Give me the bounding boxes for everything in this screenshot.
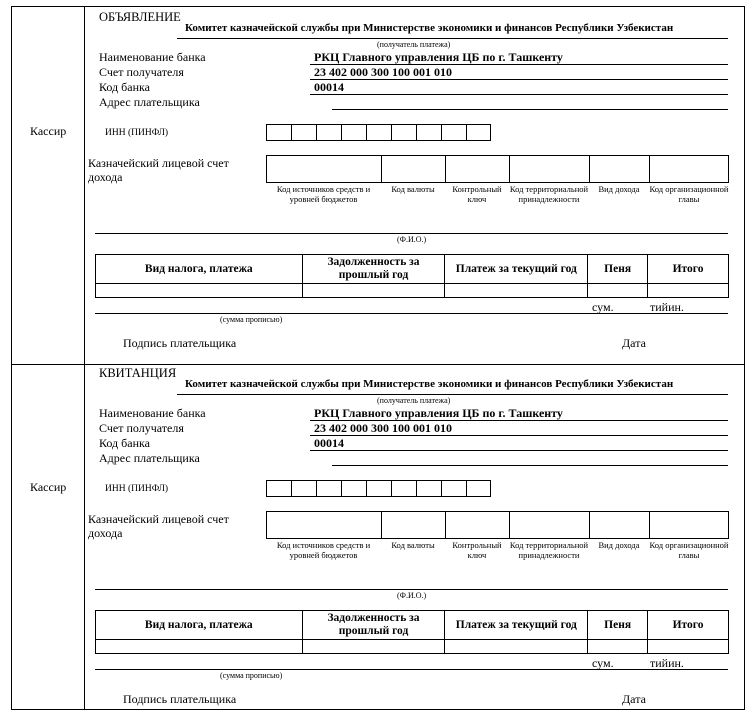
tax-table	[95, 610, 729, 654]
inn-cell[interactable]	[341, 480, 366, 497]
payer-address-line[interactable]	[332, 465, 728, 466]
treasury-account-boxes[interactable]	[266, 155, 729, 183]
account-code-label: Код организационной главы	[649, 540, 729, 560]
sum-label: сум.	[592, 656, 614, 670]
amount-words-caption: (сумма прописью)	[220, 315, 283, 324]
inn-cell[interactable]	[291, 124, 316, 141]
bank-code-label: Код банка	[99, 80, 150, 94]
inn-cell[interactable]	[441, 480, 466, 497]
form-frame	[11, 6, 745, 710]
account-code-label: Код организационной главы	[649, 184, 729, 204]
recipient-caption: (получатель платежа)	[377, 396, 451, 405]
current-payment-header: Платеж за текущий год	[445, 611, 588, 640]
date-label: Дата	[622, 336, 646, 350]
account-box[interactable]	[649, 155, 729, 183]
cashier-column-divider	[84, 6, 85, 710]
inn-cell[interactable]	[266, 480, 291, 497]
inn-cell[interactable]	[366, 124, 391, 141]
tax-table	[95, 254, 729, 298]
account-box[interactable]	[649, 511, 729, 539]
inn-input[interactable]	[266, 124, 491, 141]
bank-name-label: Наименование банка	[99, 406, 206, 420]
account-code-label: Код валюты	[391, 184, 435, 194]
account-code-label: Код валюты	[391, 540, 435, 550]
section-title: ОБЪЯВЛЕНИЕ	[99, 10, 181, 24]
amount-words-caption: (сумма прописью)	[220, 671, 283, 680]
account-code-label: Код источников средств и уровней бюджетов	[276, 184, 371, 204]
account-box[interactable]	[381, 511, 445, 539]
bank-code-value: 00014	[314, 80, 344, 94]
account-value: 23 402 000 300 100 001 010	[314, 65, 452, 79]
payer-address-label: Адрес плательщика	[99, 451, 200, 465]
recipient-caption: (получатель платежа)	[377, 40, 451, 49]
fio-line[interactable]	[95, 233, 728, 234]
account-code-label: Контрольный ключ	[452, 540, 502, 560]
bank-code-label: Код банка	[99, 436, 150, 450]
tax-type-header: Вид налога, платежа	[96, 255, 303, 284]
tiyin-label: тийин.	[650, 300, 684, 314]
inn-label: ИНН (ПИНФЛ)	[105, 128, 169, 138]
inn-cell[interactable]	[266, 124, 291, 141]
inn-cell[interactable]	[291, 480, 316, 497]
debt-header: Задолженность за прошлый год	[302, 255, 445, 284]
inn-cell[interactable]	[466, 480, 491, 497]
treasury-account-label-2: дохода	[88, 526, 123, 540]
account-box[interactable]	[589, 511, 649, 539]
account-code-label: Вид дохода	[598, 184, 640, 194]
account-code-label: Контрольный ключ	[452, 184, 502, 204]
account-box[interactable]	[445, 511, 509, 539]
cashier-label: Кассир	[30, 480, 67, 494]
tiyin-label: тийин.	[650, 656, 684, 670]
inn-cell[interactable]	[416, 480, 441, 497]
inn-input[interactable]	[266, 480, 491, 497]
recipient-name: Комитет казначейской службы при Министерстве экономики и финансов Республики Узбекистан	[185, 22, 674, 34]
table-row	[96, 640, 729, 654]
bank-name-value: РКЦ Главного управления ЦБ по г. Ташкенту	[314, 50, 563, 64]
account-box[interactable]	[509, 511, 589, 539]
account-value: 23 402 000 300 100 001 010	[314, 421, 452, 435]
penalty-header: Пеня	[588, 255, 648, 284]
payer-address-label: Адрес плательщика	[99, 95, 200, 109]
date-label: Дата	[622, 692, 646, 706]
signature-label: Подпись плательщика	[123, 336, 237, 350]
debt-header: Задолженность за прошлый год	[302, 611, 445, 640]
inn-cell[interactable]	[341, 124, 366, 141]
table-row	[96, 284, 729, 298]
account-box[interactable]	[445, 155, 509, 183]
cashier-label: Кассир	[30, 124, 67, 138]
account-code-label: Код источников средств и уровней бюджетов	[276, 540, 371, 560]
fio-caption: (Ф.И.О.)	[397, 591, 427, 600]
inn-cell[interactable]	[316, 124, 341, 141]
account-box[interactable]	[509, 155, 589, 183]
inn-cell[interactable]	[391, 480, 416, 497]
bank-name-label: Наименование банка	[99, 50, 206, 64]
treasury-account-boxes[interactable]	[266, 511, 729, 539]
treasury-account-label-2: дохода	[88, 170, 123, 184]
inn-cell[interactable]	[391, 124, 416, 141]
inn-cell[interactable]	[416, 124, 441, 141]
sum-label: сум.	[592, 300, 614, 314]
tax-type-header: Вид налога, платежа	[96, 611, 303, 640]
section-divider	[11, 364, 745, 365]
account-box[interactable]	[266, 511, 381, 539]
inn-cell[interactable]	[441, 124, 466, 141]
account-box[interactable]	[589, 155, 649, 183]
account-box[interactable]	[381, 155, 445, 183]
penalty-header: Пеня	[588, 611, 648, 640]
account-code-label: Вид дохода	[598, 540, 640, 550]
treasury-account-label: Казначейский лицевой счет	[88, 512, 229, 526]
payer-address-line[interactable]	[332, 109, 728, 110]
fio-caption: (Ф.И.О.)	[397, 235, 427, 244]
account-code-label: Код территориальной принадлежности	[509, 540, 589, 560]
section-title: КВИТАНЦИЯ	[99, 366, 177, 380]
fio-line[interactable]	[95, 589, 728, 590]
inn-cell[interactable]	[466, 124, 491, 141]
inn-cell[interactable]	[366, 480, 391, 497]
inn-label: ИНН (ПИНФЛ)	[105, 484, 169, 494]
bank-name-value: РКЦ Главного управления ЦБ по г. Ташкенту	[314, 406, 563, 420]
total-header: Итого	[648, 255, 729, 284]
current-payment-header: Платеж за текущий год	[445, 255, 588, 284]
recipient-name: Комитет казначейской службы при Министерстве экономики и финансов Республики Узбекистан	[185, 378, 674, 390]
amount-words-line[interactable]	[95, 669, 728, 670]
total-header: Итого	[648, 611, 729, 640]
signature-label: Подпись плательщика	[123, 692, 237, 706]
inn-cell[interactable]	[316, 480, 341, 497]
account-label: Счет получателя	[99, 421, 184, 435]
account-code-label: Код территориальной принадлежности	[509, 184, 589, 204]
account-label: Счет получателя	[99, 65, 184, 79]
treasury-account-label: Казначейский лицевой счет	[88, 156, 229, 170]
bank-code-value: 00014	[314, 436, 344, 450]
account-box[interactable]	[266, 155, 381, 183]
amount-words-line[interactable]	[95, 313, 728, 314]
